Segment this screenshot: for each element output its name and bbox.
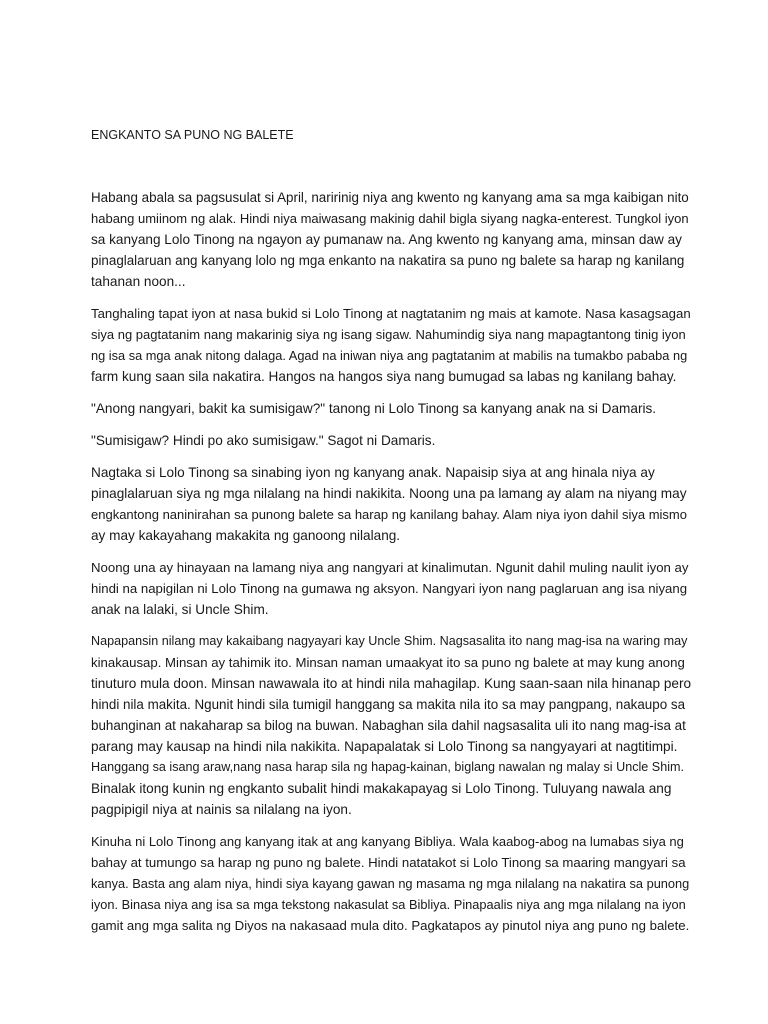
paragraph-line: ay may kakayahang makakita ng ganoong nilalang.	[91, 528, 401, 543]
paragraph-line: Tanghaling tapat iyon at nasa bukid si Lolo Tinong at nagtatanim ng mais at kamote. Nasa kasagsagan	[91, 306, 691, 321]
paragraph-line: "Anong nangyari, bakit ka sumisigaw?" tanong ni Lolo Tinong sa kanyang anak na si Damaris.	[91, 401, 657, 416]
paragraph-line: kinakausap. Minsan ay tahimik ito. Minsan naman umaakyat ito sa puno ng balete at may kung anong	[91, 655, 685, 670]
paragraph-line: parang may kausap na hindi nila nakikita. Napapalatak si Lolo Tinong sa nangyayari at nagtitimpi.	[91, 739, 678, 754]
paragraph-line: iyon. Binasa niya ang isa sa mga tekstong nakasulat sa Bibliya. Pinapaalis niya ang mga nilalang na iyon	[91, 897, 686, 912]
paragraph-line: kanya. Basta ang alam niya, hindi siya kayang gawan ng masama ng mga nilalang na nakatira sa punong	[91, 876, 690, 891]
paragraph	[91, 187, 691, 292]
paragraph-line: tinuturo mula doon. Minsan nawawala ito at hindi nila mahagilap. Kung saan-saan nila hinanap pero	[91, 676, 692, 691]
paragraph	[91, 831, 691, 936]
paragraph-line: sa kanyang Lolo Tinong na ngayon ay pumanaw na. Ang kwento ng kanyang ama, minsan daw ay	[91, 232, 682, 247]
paragraph-line: Napapansin nilang may kakaibang nagyayari kay Uncle Shim. Nagsasalita ito nang mag-isa na waring may	[91, 634, 688, 648]
paragraph-line: gamit ang mga salita ng Diyos na nakasaad mula dito. Pagkatapos ay pinutol niya ang puno ng balete.	[91, 918, 690, 933]
paragraph-line: engkantong naninirahan sa punong balete sa harap ng kanilang bahay. Alam niya iyon dahil siya mismo	[91, 507, 687, 522]
paragraph-line: Binalak itong kunin ng engkanto subalit hindi makakapayag si Lolo Tinong. Tuluyang nawala ang	[91, 781, 672, 796]
paragraph-line: Habang abala sa pagsusulat si April, naririnig niya ang kwento ng kanyang ama sa mga kaibigan nito	[91, 190, 689, 205]
paragraph-line: Nagtaka si Lolo Tinong sa sinabing iyon ng kanyang anak. Napaisip siya at ang hinala niya ay	[91, 465, 655, 480]
paragraph-line: hindi nila makita. Ngunit hindi sila tumigil hanggang sa makita nila ito sa may pangpang, nakaupo sa	[91, 697, 686, 712]
paragraph-line: siya ng pagtatanim nang makarinig siya ng isang sigaw. Nahumindig siya nang mapagtantong tinig iyon	[91, 327, 686, 342]
paragraph-line: anak na lalaki, si Uncle Shim.	[91, 602, 269, 617]
paragraph-line: Hanggang sa isang araw,nang nasa harap sila ng hapag-kainan, biglang nawalan ng malay si Uncle Shim.	[91, 760, 684, 774]
paragraph-line: hindi na napigilan ni Lolo Tinong na gumawa ng aksyon. Nangyari iyon nang paglaruan ang isa niyang	[91, 581, 688, 596]
paragraph	[91, 631, 691, 820]
document-body	[91, 187, 691, 936]
paragraph-line: "Sumisigaw? Hindi po ako sumisigaw." Sagot ni Damaris.	[91, 433, 436, 448]
paragraph-line: tahanan noon...	[91, 274, 186, 289]
paragraph-line: pinaglalaruan siya ng mga nilalang na hindi nakikita. Noong una pa lamang ay alam na niyang may	[91, 486, 687, 501]
paragraph	[91, 462, 691, 546]
paragraph	[91, 557, 691, 620]
paragraph-line: Noong una ay hinayaan na lamang niya ang nangyari at kinalimutan. Ngunit dahil muling naulit iyon ay	[91, 560, 689, 575]
paragraph-line: buhanginan at nakaharap sa bilog na buwan. Nabaghan sila dahil nagsasalita uli ito nang mag-isa at	[91, 718, 686, 733]
paragraph-line: bahay at tumungo sa harap ng puno ng balete. Hindi natatakot si Lolo Tinong sa maaring mangyari sa	[91, 855, 686, 870]
document-title: ENGKANTO SA PUNO NG BALETE	[91, 128, 294, 142]
paragraph-line: pagpipigil niya at nainis sa nilalang na iyon.	[91, 802, 352, 817]
paragraph-line: Kinuha ni Lolo Tinong ang kanyang itak at ang kanyang Bibliya. Wala kaabog-abog na lumabas siya ng	[91, 834, 684, 849]
paragraph-line: habang umiinom ng alak. Hindi niya maiwasang makinig dahil bigla siyang nagka-enterest. Tungkol iyon	[91, 211, 689, 226]
paragraph-line: ng isa sa mga anak nitong dalaga. Agad na iniwan niya ang pagtatanim at mabilis na tumakbo pababa ng	[91, 348, 688, 363]
paragraph-line: farm kung saan sila nakatira. Hangos na hangos siya nang bumugad sa labas ng kanilang bahay.	[91, 369, 677, 384]
paragraph	[91, 430, 691, 451]
paragraph	[91, 398, 691, 419]
document-page	[91, 126, 691, 947]
paragraph	[91, 303, 691, 387]
paragraph-line: pinaglalaruan ang kanyang lolo ng mga enkanto na nakatira sa puno ng balete sa harap ng kanilang	[91, 253, 685, 268]
